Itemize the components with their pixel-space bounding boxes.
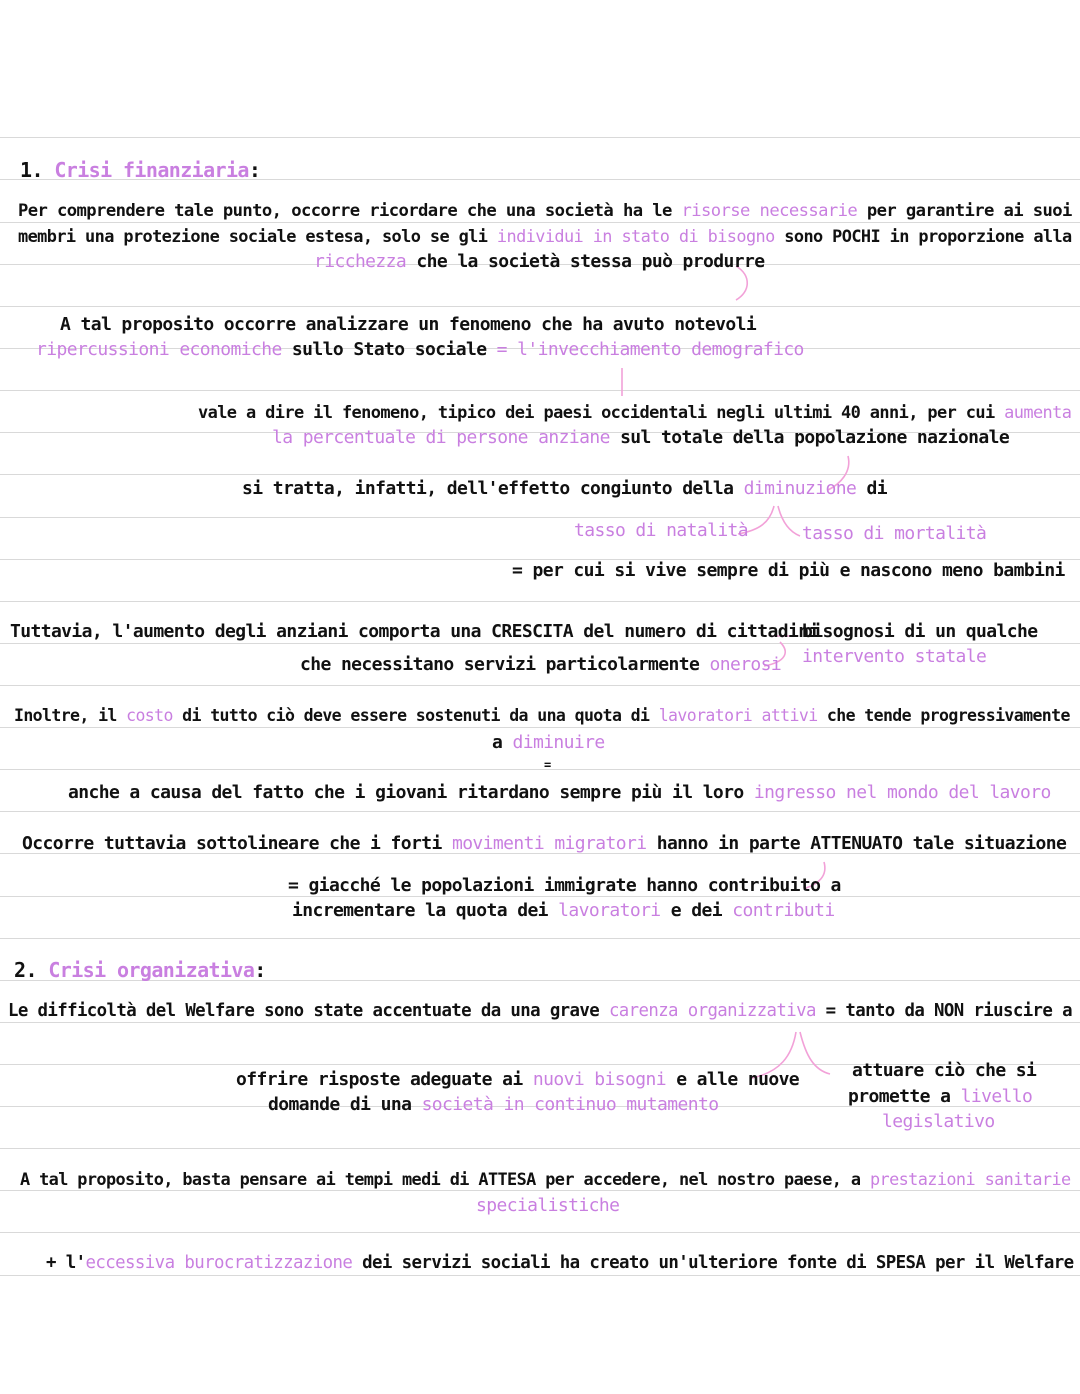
text: che necessitano servizi particolarmente bbox=[300, 654, 710, 675]
s2-p1 bbox=[8, 1001, 1072, 1021]
highlight-legislativo: legislativo bbox=[882, 1111, 995, 1132]
s1-p6-line2 bbox=[300, 654, 781, 675]
s1-p7-equals: = bbox=[544, 758, 551, 772]
highlight-onerosi: onerosi bbox=[709, 654, 782, 675]
highlight-ingresso-lavoro: ingresso nel mondo del lavoro bbox=[753, 782, 1051, 803]
s1-p1-line2 bbox=[18, 226, 1072, 246]
highlight-specialistiche: specialistiche bbox=[476, 1195, 620, 1216]
text: a bbox=[492, 732, 513, 753]
highlight-ripercussioni: ripercussioni economiche bbox=[36, 339, 282, 360]
s1-p1-line1 bbox=[18, 201, 1072, 221]
s1-p7-line2 bbox=[492, 732, 605, 753]
s1-p2-line2 bbox=[36, 339, 804, 360]
text: sono POCHI in proporzione alla bbox=[774, 226, 1072, 246]
highlight-diminuzione: diminuzione bbox=[743, 478, 857, 499]
highlight-nuovi-bisogni: nuovi bisogni bbox=[532, 1069, 666, 1090]
equals-sign: = bbox=[496, 339, 507, 360]
s1-p3-line1 bbox=[198, 402, 1071, 422]
text: A tal proposito occorre analizzare un fenomeno che ha avuto notevoli bbox=[60, 314, 757, 335]
text: sullo Stato sociale bbox=[281, 339, 497, 360]
highlight-societa-mutamento: società in continuo mutamento bbox=[421, 1094, 719, 1115]
text: Tuttavia, l'aumento degli anziani comporta una CRESCITA del numero di cittadini bbox=[10, 621, 819, 642]
text: che tende progressivamente bbox=[817, 706, 1070, 725]
s2-p2-line1 bbox=[20, 1169, 1071, 1189]
text: = giacché le popolazioni immigrate hanno contribuito a bbox=[288, 875, 841, 896]
highlight-diminuire: diminuire bbox=[512, 732, 605, 753]
highlight-aumenta: aumenta bbox=[1004, 402, 1072, 422]
text: Le difficoltà del Welfare sono state accentuate da una grave bbox=[8, 1001, 609, 1021]
section2-colon: : bbox=[254, 958, 266, 982]
highlight-ricchezza: ricchezza bbox=[314, 251, 407, 272]
highlight-contributi: contributi bbox=[732, 900, 835, 921]
s1-p6-line1 bbox=[10, 621, 819, 642]
highlight-risorse: risorse necessarie bbox=[681, 201, 858, 221]
text: dei servizi sociali ha creato un'ulteriore fonte di SPESA per il Welfare bbox=[352, 1253, 1074, 1273]
text: Occorre tuttavia sottolineare che i forti bbox=[22, 833, 452, 854]
highlight-invecchiamento: l'invecchiamento demografico bbox=[506, 339, 804, 360]
section2-heading bbox=[14, 958, 266, 982]
highlight-livello: livello bbox=[960, 1086, 1033, 1107]
highlight-carenza: carenza organizzativa bbox=[608, 1001, 816, 1021]
s1-p4 bbox=[242, 478, 887, 499]
text: A tal proposito, basta pensare ai tempi medi di ATTESA per accedere, nel nostro paese, a bbox=[20, 1169, 870, 1189]
text: anche a causa del fatto che i giovani ritardano sempre più il loro bbox=[68, 782, 754, 803]
highlight-prestazioni: prestazioni sanitarie bbox=[869, 1169, 1071, 1189]
text: hanno in parte ATTENUATO tale situazione bbox=[646, 833, 1067, 854]
section1-title: Crisi finanziaria bbox=[54, 158, 249, 182]
s1-p9 bbox=[22, 833, 1066, 854]
text: bisognosi di un qualche bbox=[802, 621, 1038, 642]
text: e alle nuove bbox=[665, 1069, 800, 1090]
text: membri una protezione sociale estesa, solo se gli bbox=[18, 226, 497, 246]
branch-right-arrow bbox=[778, 506, 800, 536]
text: e dei bbox=[660, 900, 733, 921]
s1-p10-line2 bbox=[292, 900, 835, 921]
branch-right-s2 bbox=[800, 1032, 830, 1074]
s1-p7-line1 bbox=[14, 706, 1070, 725]
text: promette a bbox=[848, 1086, 961, 1107]
text: di tutto ciò deve essere sostenuti da una quota di bbox=[172, 706, 659, 725]
highlight-movimenti-migratori: movimenti migratori bbox=[451, 833, 647, 854]
s1-p3-line2 bbox=[272, 427, 1009, 448]
s2-left-line2 bbox=[268, 1094, 718, 1115]
s1-p6-bisognosi bbox=[802, 621, 1037, 642]
s1-p10-line1 bbox=[288, 875, 841, 896]
s2-right-line1: attuare ciò che si bbox=[852, 1060, 1037, 1081]
highlight-lavoratori-attivi: lavoratori attivi bbox=[658, 706, 818, 725]
s1-p2-line1 bbox=[60, 314, 756, 335]
highlight-burocratizzazione: eccessiva burocratizzazione bbox=[85, 1253, 353, 1273]
s2-p3 bbox=[46, 1253, 1073, 1273]
s1-p5: = per cui si vive sempre di più e nascono meno bambini bbox=[512, 560, 1065, 581]
section2-title: Crisi organizativa bbox=[48, 958, 255, 982]
text: vale a dire il fenomeno, tipico dei paesi occidentali negli ultimi 40 anni, per cui bbox=[198, 402, 1005, 422]
text: Inoltre, il bbox=[14, 706, 127, 725]
highlight-percentuale: la percentuale di persone anziane bbox=[272, 427, 610, 448]
text: sul totale della popolazione nazionale bbox=[609, 427, 1010, 448]
highlight-intervento-statale: intervento statale bbox=[802, 646, 987, 667]
section1-heading bbox=[20, 158, 260, 182]
highlight-lavoratori: lavoratori bbox=[558, 900, 661, 921]
text: Per comprendere tale punto, occorre ricordare che una società ha le bbox=[18, 201, 682, 221]
s2-right-line2 bbox=[848, 1086, 1032, 1107]
section2-number: 2. bbox=[14, 958, 37, 982]
text: = tanto da NON riuscire a bbox=[815, 1001, 1072, 1021]
text: offrire risposte adeguate ai bbox=[236, 1069, 533, 1090]
text: + l' bbox=[46, 1253, 86, 1273]
s1-p1-line3 bbox=[314, 251, 764, 272]
text: di bbox=[856, 478, 887, 499]
text: per garantire ai suoi bbox=[857, 201, 1072, 221]
branch-natalita: tasso di natalità bbox=[574, 520, 749, 541]
branch-mortalita: tasso di mortalità bbox=[802, 523, 987, 544]
s1-p8 bbox=[68, 782, 1051, 803]
text: domande di una bbox=[268, 1094, 422, 1115]
text: incrementare la quota dei bbox=[292, 900, 559, 921]
highlight-individui: individui in stato di bisogno bbox=[496, 226, 775, 246]
section1-number: 1. bbox=[20, 158, 43, 182]
text: che la società stessa può produrre bbox=[406, 251, 765, 272]
section1-colon: : bbox=[248, 158, 261, 182]
highlight-costo: costo bbox=[126, 706, 173, 725]
text: si tratta, infatti, dell'effetto congiunto della bbox=[242, 478, 744, 499]
s2-left-line1 bbox=[236, 1069, 799, 1090]
